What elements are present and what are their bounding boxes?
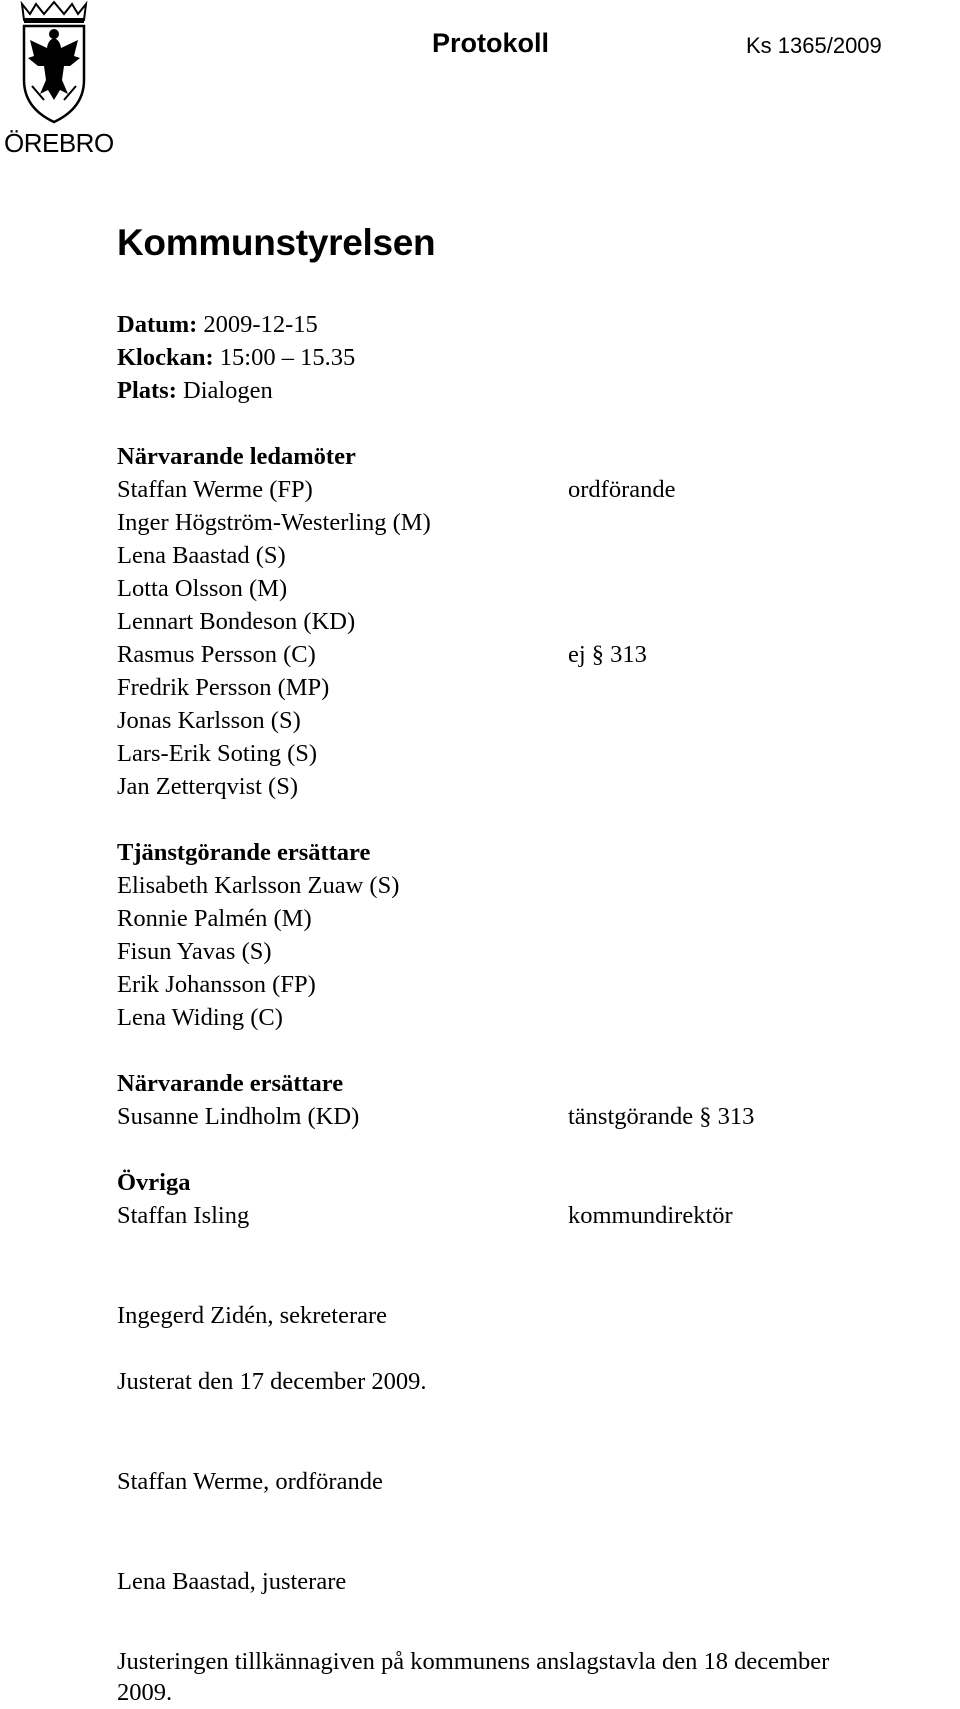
member-note: ej § 313 [568, 641, 647, 668]
member-note: ordförande [568, 476, 676, 503]
substitute-name: Ronnie Palmén (M) [117, 905, 312, 932]
chair-signature: Staffan Werme, ordförande [117, 1468, 383, 1495]
date-label: Datum: [117, 311, 198, 338]
member-name: Jonas Karlsson (S) [117, 707, 301, 734]
document-number: Ks 1365/2009 [746, 33, 882, 58]
place-label: Plats: [117, 377, 177, 404]
present-substitute-note: tänstgörande § 313 [568, 1103, 755, 1130]
time-label: Klockan: [117, 344, 214, 371]
member-name: Inger Högström-Westerling (M) [117, 509, 431, 536]
member-name: Rasmus Persson (C) [117, 641, 316, 668]
meeting-date [117, 308, 318, 341]
secretary: Ingegerd Zidén, sekreterare [117, 1302, 388, 1329]
substitute-name: Elisabeth Karlsson Zuaw (S) [117, 872, 400, 899]
adjusted-date: Justerat den 17 december 2009. [117, 1368, 427, 1395]
page-title: Kommunstyrelsen [117, 222, 436, 263]
other-note: kommundirektör [568, 1202, 733, 1229]
substitute-name: Fisun Yavas (S) [117, 938, 272, 965]
member-name: Lars-Erik Soting (S) [117, 740, 318, 767]
member-name: Lena Baastad (S) [117, 542, 286, 569]
member-name: Jan Zetterqvist (S) [117, 773, 298, 800]
date-value: 2009-12-15 [197, 311, 318, 338]
adjuster-signature: Lena Baastad, justerare [117, 1568, 347, 1595]
logo-wordmark: ÖREBRO [4, 128, 114, 158]
announcement-line-2: 2009. [117, 1679, 173, 1706]
document-type: Protokoll [432, 28, 550, 58]
orebro-coat-of-arms-logo [4, 0, 114, 160]
present-substitutes-heading: Närvarande ersättare [117, 1070, 344, 1097]
meeting-time [117, 341, 355, 374]
members-heading: Närvarande ledamöter [117, 443, 356, 470]
substitute-name: Lena Widing (C) [117, 1004, 283, 1031]
others-heading: Övriga [117, 1169, 191, 1196]
serving-substitutes-heading: Tjänstgörande ersättare [117, 839, 371, 866]
place-value: Dialogen [176, 377, 273, 404]
present-substitute-name: Susanne Lindholm (KD) [117, 1103, 360, 1130]
coat-of-arms-icon [14, 0, 94, 130]
time-value: 15:00 – 15.35 [213, 344, 356, 371]
member-name: Fredrik Persson (MP) [117, 674, 330, 701]
other-name: Staffan Isling [117, 1202, 250, 1229]
announcement-line-1: Justeringen tillkännagiven på kommunens anslagstavla den 18 december [117, 1648, 830, 1675]
member-name: Lennart Bondeson (KD) [117, 608, 356, 635]
member-name: Lotta Olsson (M) [117, 575, 288, 602]
member-name: Staffan Werme (FP) [117, 476, 313, 503]
substitute-name: Erik Johansson (FP) [117, 971, 316, 998]
meeting-place [117, 374, 273, 407]
